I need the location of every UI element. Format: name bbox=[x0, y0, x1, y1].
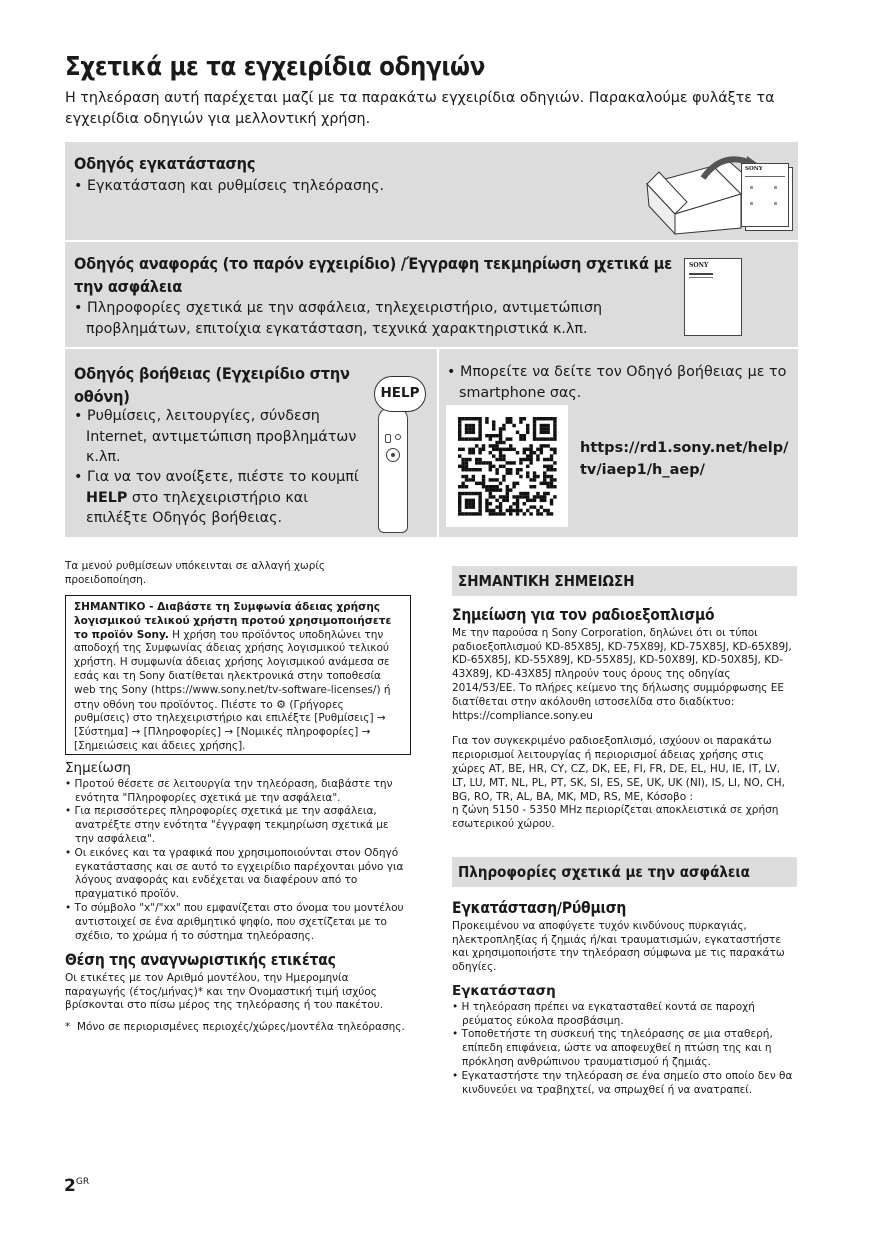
compliance-url[interactable]: https://compliance.sony.eu bbox=[452, 709, 593, 722]
remote-control-icon bbox=[378, 407, 408, 533]
safety-info-bar: Πληροφορίες σχετικά με την ασφάλεια bbox=[452, 857, 797, 887]
footnote-text: Μόνο σε περιορισμένες περιοχές/χώρες/μοντέλα τηλεόρασης. bbox=[77, 1021, 405, 1034]
setup-guide-bullet: • Εγκατάσταση και ρυθμίσεις τηλεόρασης. bbox=[74, 176, 574, 197]
help-guide-box bbox=[65, 349, 437, 537]
license-notice-heading: ΣΗΜΑΝΤΙΚΟ - Διαβάστε τη Συμφωνία άδειας χρήσης λογισμικού τελικού χρήστη προτού χρησιμοποιήσετε το προϊόν Sony. bbox=[74, 601, 392, 641]
note-section bbox=[65, 762, 410, 943]
booklet-front bbox=[741, 163, 789, 227]
installation-item: • Η τηλεόραση πρέπει να εγκατασταθεί κοντά σε παροχή ρεύματος εύκολα προσβάσιμη. bbox=[452, 1001, 797, 1029]
installation-section bbox=[452, 899, 797, 1097]
help-guide-bullet1: • Ρυθμίσεις, λειτουργίες, σύνδεση Internet, αντιμετώπιση προβλημάτων κ.λπ. bbox=[74, 406, 367, 468]
reference-guide-box bbox=[65, 242, 798, 347]
brand-logo: SONY bbox=[745, 166, 763, 172]
note-item: • Για περισσότερες πληροφορίες σχετικά με την ασφάλεια, ανατρέξτε στην ενότητα "έγγραφη τεκμηρίωση σχετικά με την ασφάλεια". bbox=[65, 805, 410, 846]
intro-text: Η τηλεόραση αυτή παρέχεται μαζί με τα παρακάτω εγχειρίδια οδηγιών. Παρακαλούμε φυλάξτε τα εγχειρίδια οδηγιών για μελλοντική χρήση. bbox=[65, 90, 775, 127]
brand-logo: SONY bbox=[689, 262, 709, 269]
installation-subheading: Εγκατάσταση bbox=[452, 982, 556, 999]
qr-code-image bbox=[446, 405, 568, 527]
reference-guide-bullet: • Πληροφορίες σχετικά με την ασφάλεια, τηλεχειριστήριο, αντιμετώπιση προβλημάτων, επιτοίχια εγκατάσταση, τεχνικά χαρακτηριστικά κ.λπ. bbox=[74, 298, 634, 339]
radio-heading: Σημείωση για τον ραδιοεξοπλισμό bbox=[452, 606, 715, 624]
help-guide-bullet2-text: Για να τον ανοίξετε, πιέστε το κουμπί bbox=[86, 469, 359, 485]
license-notice bbox=[65, 595, 411, 755]
radio-text: Με την παρούσα η Sony Corporation, δηλώνει ότι οι τύποι ραδιοεξοπλισμού KD-85X85J, KD-75X89J, KD-75X85J, KD-65X89J, KD-65X85J, KD-55X89J, KD-55X85J, KD-50X89J, KD-50X85J, KD-43X89J, KD-43X85J πληρούν τους όρους της οδηγίας 2014/53/EE. Το πλήρες κείμενο της δήλωσης συμμόρφωσης ΕΕ διατίθεται στην ακόλουθη ιστοσελίδα στο διαδίκτυο: bbox=[452, 626, 792, 708]
note-heading: Σημείωση bbox=[65, 760, 131, 776]
label-footnote bbox=[65, 1021, 410, 1035]
footnote-mark: * bbox=[65, 1021, 71, 1034]
help-url-line2: tv/iaep1/h_aep/ bbox=[580, 461, 705, 478]
note-item: • Οι εικόνες και τα γραφικά που χρησιμοποιούνται στον Οδηγό εγκατάστασης και σε αυτό το εγχειρίδιο παρέχονται μόνο για λόγους αναφοράς και ενδέχεται να διαφέρουν από το πραγματικό προϊόν. bbox=[65, 847, 410, 902]
setup-guide-title: Οδηγός εγκατάστασης bbox=[74, 154, 256, 173]
page-suffix: GR bbox=[75, 1177, 90, 1187]
note-item: • Το σύμβολο "x"/"xx" που εμφανίζεται στο όνομα του μοντέλου αντιστοιχεί σε ένα αριθμητικό ψηφίο, που σχετίζεται με το σχέδιο, το χρώμα ή το σύστημα τηλεόρασης. bbox=[65, 902, 410, 943]
help-button-icon: HELP bbox=[374, 376, 426, 412]
installation-item: • Εγκαταστήστε την τηλεόραση σε ένα σημείο στο οποίο δεν θα κινδυνεύει να τραβηχτεί, να σπρωχθεί ή να ανατραπεί. bbox=[452, 1070, 797, 1098]
radio-section bbox=[452, 606, 797, 832]
reference-guide-title bbox=[74, 252, 674, 298]
important-note-bar: ΣΗΜΑΝΤΙΚΗ ΣΗΜΕΙΩΣΗ bbox=[452, 566, 797, 596]
reference-guide-title-line2: την ασφάλεια bbox=[74, 277, 183, 296]
help-guide-bullet2 bbox=[74, 467, 367, 529]
label-section bbox=[65, 951, 410, 1035]
radio-band-note: η ζώνη 5150 - 5350 MHz περιορίζεται αποκλειστικά σε χρήση εσωτερικού χώρου. bbox=[452, 804, 779, 831]
installation-text: Προκειμένου να αποφύγετε τυχόν κινδύνους πυρκαγιάς, ηλεκτροπληξίας ή ζημιάς ή/και τραυματισμών, εγκαταστήστε και χρησιμοποιήστε την τηλεόραση σύμφωνα με τις παρακάτω οδηγίες. bbox=[452, 919, 785, 974]
license-notice-text: Η χρήση του προϊόντος υποδηλώνει την αποδοχή της Συμφωνίας άδειας χρήσης λογισμικού τελικού χρήστη. Η συμφωνία άδειας χρήσης λογισμικού ανάμεσα σε εσάς και τη Sony διατίθεται ηλεκτρονικά στην τοποθεσία web της Sony (https://www.sony.net/tv-software-licenses/) ή στην οθόνη του προϊόντος. Πιέστε το bbox=[74, 628, 391, 711]
license-notice-text-end: (Γρήγορες ρυθμίσεις) στο τηλεχειριστήριο και επιλέξτε [Ρυθμίσεις] → [Σύστημα] → [Πληροφορίες] → [Νομικές πληροφορίες] → [Σημειώσεις και άδειες χρήσης]. bbox=[74, 698, 386, 752]
help-guide-title-line1: Οδηγός βοήθειας (Εγχειρίδιο στην bbox=[74, 364, 350, 383]
help-guide-bullet2-text-end: στο τηλεχειριστήριο και επιλέξτε Οδηγός βοήθειας. bbox=[86, 489, 309, 526]
smartphone-bullet: • Μπορείτε να δείτε τον Οδηγό βοήθειας με το smartphone σας. bbox=[447, 362, 792, 403]
help-guide-title-line2: οθόνη) bbox=[74, 387, 130, 406]
label-heading: Θέση της αναγνωριστικής ετικέτας bbox=[65, 951, 336, 969]
radio-restrictions: Για τον συγκεκριμένο ραδιοεξοπλισμό, ισχύουν οι παρακάτω περιορισμοί λειτουργίας ή περιορισμοί άδειας χρήσης στις χώρες AT, BE, HR, CY, CZ, DK, EE, FI, FR, DE, EL, HU, IE, IT, LV, LT, LU, MT, NL, PL, PT, SK, SI, ES, SE, UK, UK (NI), IS, LI, NO, CH, BG, RO, TR, AL, BA, MK, MD, RS, ME, Κόσοβο : bbox=[452, 735, 785, 803]
help-key-name: HELP bbox=[86, 489, 128, 506]
gear-icon: ⚙ bbox=[276, 697, 287, 711]
help-url-line1: https://rd1.sony.net/help/ bbox=[580, 440, 789, 456]
note-item: • Προτού θέσετε σε λειτουργία την τηλεόραση, διαβάστε την ενότητα "Πληροφορίες σχετικά με την ασφάλεια". bbox=[65, 778, 410, 806]
page-title: Σχετικά με τα εγχειρίδια οδηγιών bbox=[65, 52, 486, 82]
reference-guide-booklet bbox=[684, 258, 742, 336]
installation-heading: Εγκατάσταση/Ρύθμιση bbox=[452, 899, 627, 917]
installation-item: • Τοποθετήστε τη συσκευή της τηλεόρασης σε μια σταθερή, επίπεδη επιφάνεια, ώστε να αποφευχθεί η πτώση της και η πρόκληση ανθρώπινου τραυματισμού ή ζημιάς. bbox=[452, 1028, 797, 1069]
label-text: Οι ετικέτες με τον Αριθμό μοντέλου, την Ημερομηνία παραγωγής (έτος/μήνας)* και την Ονομαστική τιμή ισχύος βρίσκονται στο πίσω μέρος της τηλεόρασης ή του πακέτου. bbox=[65, 971, 384, 1012]
qr-code[interactable] bbox=[446, 405, 568, 527]
help-guide-title bbox=[74, 362, 374, 408]
setup-guide-box bbox=[65, 142, 798, 240]
help-url[interactable] bbox=[580, 438, 790, 481]
reference-guide-title-line1: Οδηγός αναφοράς (το παρόν εγχειρίδιο) /Έγγραφη τεκμηρίωση σχετικά με bbox=[74, 254, 673, 273]
menu-note: Τα μενού ρυθμίσεων υπόκεινται σε αλλαγή χωρίς προειδοποίηση. bbox=[65, 560, 326, 586]
page-number bbox=[64, 1176, 89, 1196]
page-number-value: 2 bbox=[64, 1176, 76, 1196]
